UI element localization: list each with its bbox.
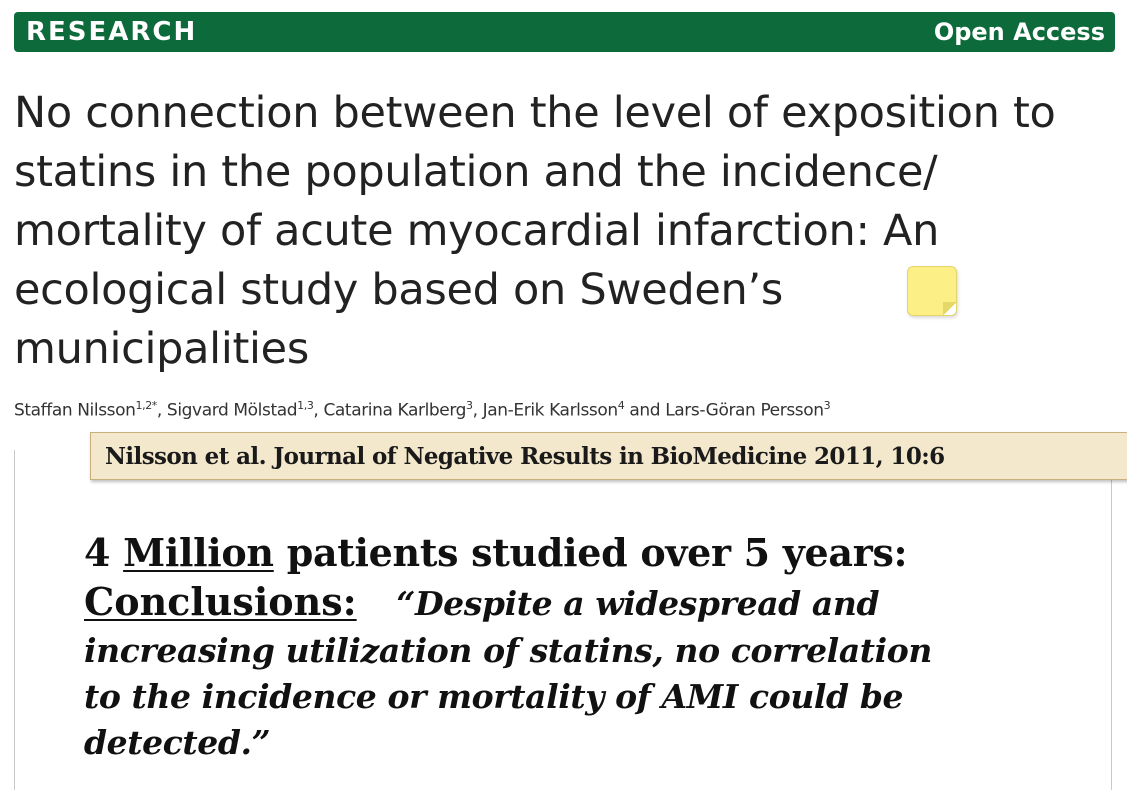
title-line: statins in the population and the incidence/	[14, 147, 938, 197]
author-affiliation: 1,3	[297, 399, 314, 412]
title-line: municipalities	[14, 324, 309, 374]
section-label: RESEARCH	[26, 17, 198, 47]
summary-headline	[84, 528, 1114, 578]
author-list	[14, 399, 830, 421]
author-name: Jan-Erik Karlsson	[482, 400, 618, 421]
author-affiliation: 3	[823, 399, 831, 412]
author-name: Sigvard Mölstad	[166, 400, 298, 421]
lead-unit: Million	[123, 530, 274, 575]
author-separator: ,	[156, 400, 167, 421]
author-affiliation: 4	[617, 399, 625, 412]
conclusions-label: Conclusions:	[84, 579, 357, 624]
open-access-label: Open Access	[933, 18, 1105, 46]
author-separator: and	[624, 400, 666, 421]
sticky-note-icon[interactable]	[907, 266, 957, 316]
conclusions-line	[84, 578, 1114, 628]
title-line: mortality of acute myocardial infarction: An	[14, 206, 940, 256]
author-name: Staffan Nilsson	[14, 400, 136, 421]
quote-line: detected.”	[84, 723, 271, 762]
author-name: Catarina Karlberg	[323, 400, 467, 421]
sticky-note-fold	[943, 302, 957, 316]
author-name: Lars-Göran Persson	[665, 400, 824, 421]
quote-line: “Despite a widespread and	[396, 584, 880, 623]
author-separator: ,	[313, 400, 324, 421]
author-affiliation: 1,2*	[135, 399, 157, 412]
article-title	[14, 84, 1119, 379]
journal-header-bar	[14, 12, 1115, 52]
title-line: No connection between the level of exposition to	[14, 88, 1056, 138]
author-affiliation: 3	[466, 399, 473, 412]
author-separator: ,	[472, 400, 483, 421]
quote-line: to the incidence or mortality of AMI could be	[84, 677, 904, 716]
citation-banner: Nilsson et al. Journal of Negative Results in BioMedicine 2011, 10:6	[90, 432, 1127, 480]
title-line: ecological study based on Sweden’s	[14, 265, 783, 315]
summary-block	[84, 528, 1114, 766]
lead-number: 4	[84, 530, 111, 575]
quote-line: increasing utilization of statins, no correlation	[84, 631, 932, 670]
lead-rest: patients studied over 5 years:	[286, 530, 908, 575]
